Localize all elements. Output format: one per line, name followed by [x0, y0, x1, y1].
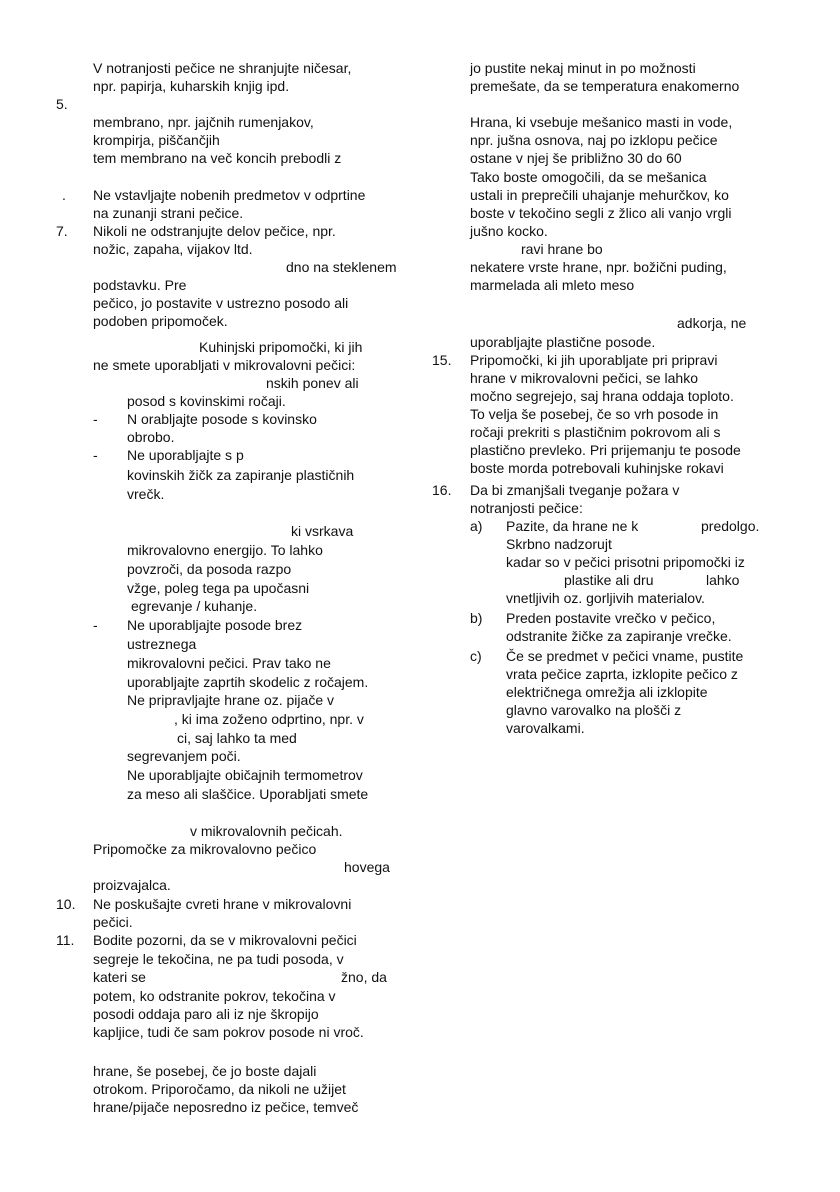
text-line: hovega — [344, 859, 390, 875]
text-line: V notranjosti pečice ne shranjujte ničesar, — [93, 60, 352, 76]
text-line: kadar so v pečici prisotni pripomočki iz — [506, 554, 745, 570]
text-line: plastično prevleko. Pri prijemanju te posode — [470, 442, 741, 458]
text-line: boste morda potrebovali kuhinjske rokavi — [470, 460, 724, 476]
text-line: marmelada ali mleto meso — [470, 277, 635, 293]
text-line: plastike ali dru — [564, 572, 654, 588]
text-line: mikrovalovni pečici. Prav tako ne — [127, 655, 331, 671]
text-line: hrane, še posebej, če jo boste dajali — [93, 1063, 317, 1079]
list-dash: - — [93, 411, 98, 427]
text-line: za meso ali slaščice. Uporabljati smete — [127, 786, 369, 802]
text-line: Pripomočki, ki jih uporabljate pri pripravi — [470, 352, 718, 368]
text-line: potem, ko odstranite pokrov, tekočina v — [93, 988, 336, 1004]
text-line: jušno kocko. — [470, 223, 548, 239]
text-line: predolgo. — [701, 518, 760, 534]
text-line: Tako boste omogočili, da se mešanica — [470, 169, 707, 185]
text-line: Da bi zmanjšali tveganje požara v — [470, 482, 680, 498]
text-line: otrokom. Priporočamo, da nikoli ne užijet — [93, 1081, 346, 1097]
text-line: Ne uporabljajte s p — [127, 447, 244, 463]
text-line: nožic, zapaha, vijakov ltd. — [93, 241, 253, 257]
text-line: varovalkami. — [506, 720, 585, 736]
text-line: segrevanjem poči. — [127, 748, 241, 764]
text-line: membrano, npr. jajčnih rumenjakov, — [93, 114, 314, 130]
text-line: pečici. — [93, 914, 133, 930]
text-line: dno na steklenem — [286, 259, 397, 275]
text-line: Pazite, da hrane ne k — [506, 518, 639, 534]
text-line: uporabljajte zaprtih skodelic z ročajem. — [127, 674, 369, 690]
text-line: kapljice, tudi če sam pokrov posode ni vroč. — [93, 1024, 364, 1040]
text-line: Kuhinjski pripomočki, ki jih — [199, 339, 363, 355]
item-number: a) — [470, 518, 483, 534]
text-line: glavno varovalko na plošči z — [506, 702, 682, 718]
text-line: žno, da — [341, 969, 387, 985]
text-line: v mikrovalovnih pečicah. — [190, 823, 343, 839]
text-line: pečico, jo postavite v ustrezno posodo ali — [93, 295, 349, 311]
item-number: 5. — [56, 96, 68, 112]
text-line: odstranite žičke za zapiranje vrečke. — [506, 628, 732, 644]
item-number: c) — [470, 648, 482, 664]
text-line: podoben pripomoček. — [93, 313, 228, 329]
text-line: hrane/pijače neposredno iz pečice, temveč — [93, 1099, 359, 1115]
text-line: obrobo. — [127, 429, 175, 445]
text-line: ravi hrane bo — [521, 241, 603, 257]
text-line: mikrovalovno energijo. To lahko — [127, 542, 323, 558]
text-line: kovinskih žičk za zapiranje plastičnih — [127, 467, 355, 483]
list-dash: - — [93, 447, 98, 463]
text-line: ne smete uporabljati v mikrovalovni pečici: — [93, 357, 356, 373]
text-line: nekatere vrste hrane, npr. božični puding, — [470, 259, 727, 275]
text-line: vrata pečice zaprta, izklopite pečico z — [506, 666, 738, 682]
text-line: Ne uporabljajte posode brez — [127, 617, 303, 633]
text-line: Če se predmet v pečici vname, pustite — [506, 648, 744, 664]
text-line: ročaji prekriti s plastičnim pokrovom ali s — [470, 424, 721, 440]
text-line: električnega omrežja ali izklopite — [506, 684, 708, 700]
text-line: nskih ponev ali — [266, 375, 359, 391]
text-line: egrevanje / kuhanje. — [131, 598, 258, 614]
text-line: boste v tekočino segli z žlico ali vanjo vrgli — [470, 205, 732, 221]
item-number: 15. — [432, 352, 452, 368]
text-line: ustreznega — [127, 636, 197, 652]
text-line: posodi oddaja paro ali iz nje škropijo — [93, 1006, 319, 1022]
text-line: Hrana, ki vsebuje mešanico masti in vode, — [470, 114, 733, 130]
text-line: Pripomočke za mikrovalovno pečico — [93, 841, 317, 857]
text-line: notranjosti pečice: — [470, 500, 583, 516]
text-line: To velja še posebej, če so vrh posode in — [470, 406, 719, 422]
text-line: npr. papirja, kuharskih knjig ipd. — [93, 78, 290, 94]
text-line: Ne uporabljajte običajnih termometrov — [127, 767, 363, 783]
text-line: ki vsrkava — [291, 523, 354, 539]
text-line: proizvajalca. — [93, 877, 171, 893]
text-line: lahko — [706, 572, 740, 588]
text-line: posod s kovinskimi ročaji. — [127, 393, 286, 409]
text-line: vrečk. — [127, 486, 165, 502]
text-line: N orabljajte posode s kovinsko — [127, 411, 317, 427]
text-line: Ne poskušajte cvreti hrane v mikrovalovni — [93, 896, 352, 912]
item-number: 16. — [432, 482, 452, 498]
text-line: Skrbno nadzorujt — [506, 536, 612, 552]
text-line: vžge, poleg tega pa upočasni — [127, 580, 310, 596]
text-line: segreje le tekočina, ne pa tudi posoda, v — [93, 951, 344, 967]
text-line: premešate, da se temperatura enakomerno — [470, 78, 740, 94]
text-line: ustali in preprečili uhajanje mehurčkov, ko — [470, 187, 729, 203]
text-line: , ki ima zoženo odprtino, npr. v — [174, 711, 364, 727]
text-line: vnetljivih oz. gorljivih materialov. — [506, 590, 705, 606]
text-line: tem membrano na več koncih prebodli z — [93, 150, 342, 166]
text-line: ostane v njej še približno 30 do 60 — [470, 150, 682, 166]
text-line: povzroči, da posoda razpo — [127, 561, 292, 577]
item-number: . — [62, 187, 66, 203]
item-number: b) — [470, 610, 483, 626]
item-number: 11. — [56, 932, 75, 948]
text-line: uporabljajte plastične posode. — [470, 334, 656, 350]
item-number: 7. — [56, 223, 68, 239]
text-line: npr. jušna osnova, naj po izklopu pečice — [470, 132, 718, 148]
text-line: jo pustite nekaj minut in po možnosti — [470, 60, 696, 76]
text-line: adkorja, ne — [677, 315, 747, 331]
list-dash: - — [93, 617, 98, 633]
text-line: Preden postavite vrečko v pečico, — [506, 610, 716, 626]
text-line: na zunanji strani pečice. — [93, 205, 244, 221]
text-line: močno segrejejo, saj hrana oddaja toploto. — [470, 388, 734, 404]
text-line: hrane v mikrovalovni pečici, se lahko — [470, 370, 698, 386]
text-line: krompirja, piščančjih — [93, 132, 220, 148]
text-line: ci, saj lahko ta med — [177, 730, 297, 746]
text-line: Bodite pozorni, da se v mikrovalovni pečici — [93, 932, 357, 948]
text-line: podstavku. Pre — [93, 277, 187, 293]
text-line: Ne pripravljajte hrane oz. pijače v — [127, 692, 334, 708]
text-line: kateri se — [93, 969, 146, 985]
item-number: 10. — [56, 896, 76, 912]
text-line: Ne vstavljajte nobenih predmetov v odprtine — [93, 187, 366, 203]
text-line: Nikoli ne odstranjujte delov pečice, npr. — [93, 223, 336, 239]
